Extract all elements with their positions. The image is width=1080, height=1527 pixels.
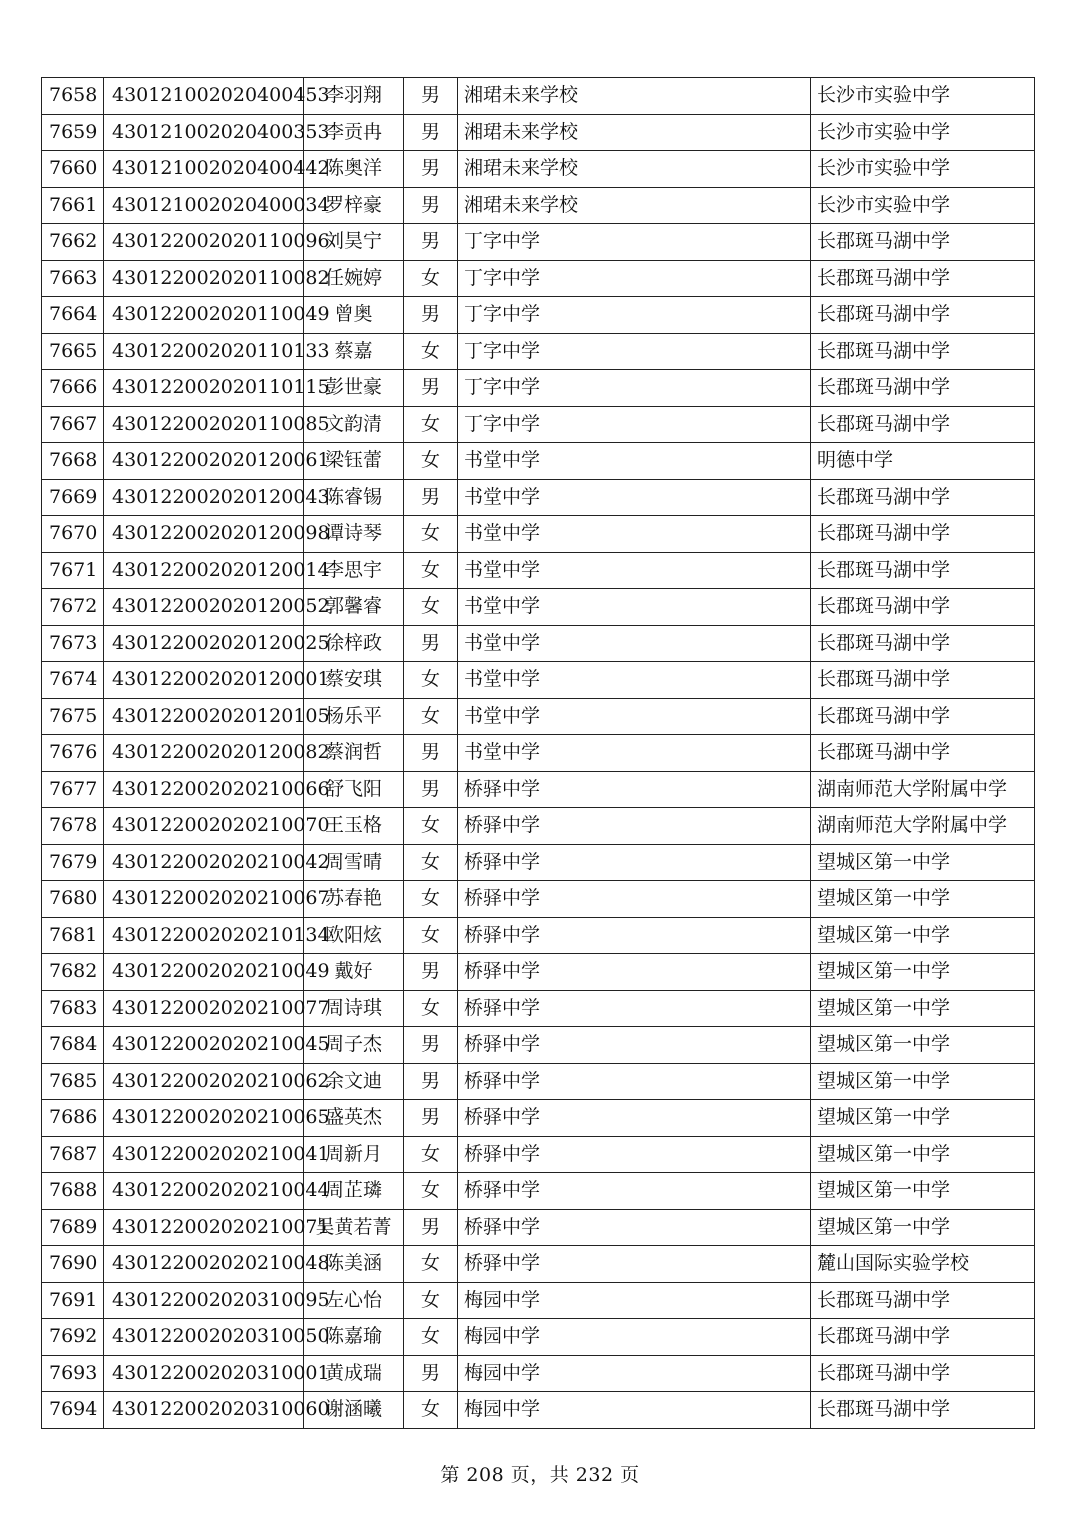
student-name-cell: 李思宇 — [304, 552, 404, 589]
exam-id-cell: 430122002020210070 — [104, 808, 304, 845]
row-number-cell: 7661 — [42, 187, 104, 224]
gender-cell: 女 — [404, 1246, 458, 1283]
student-name-cell: 左心怡 — [304, 1282, 404, 1319]
student-name-cell: 苏春艳 — [304, 881, 404, 918]
exam-id-cell: 430122002020120061 — [104, 443, 304, 480]
gender-cell: 女 — [404, 1136, 458, 1173]
student-name-cell: 梁钰蕾 — [304, 443, 404, 480]
admitted-school-cell: 长郡斑马湖中学 — [811, 370, 1035, 407]
table-row — [42, 114, 1035, 151]
admitted-school-cell: 长郡斑马湖中学 — [811, 698, 1035, 735]
row-number-cell: 7658 — [42, 78, 104, 115]
gender-cell: 女 — [404, 1173, 458, 1210]
row-number-cell: 7662 — [42, 224, 104, 261]
origin-school-cell: 丁字中学 — [458, 333, 811, 370]
origin-school-cell: 湘珺未来学校 — [458, 187, 811, 224]
exam-id-cell: 430122002020110133 — [104, 333, 304, 370]
table-row — [42, 297, 1035, 334]
origin-school-cell: 书堂中学 — [458, 516, 811, 553]
exam-id-cell: 430122002020120001 — [104, 662, 304, 699]
table-row — [42, 808, 1035, 845]
exam-id-cell: 430122002020120105 — [104, 698, 304, 735]
origin-school-cell: 梅园中学 — [458, 1355, 811, 1392]
row-number-cell: 7669 — [42, 479, 104, 516]
gender-cell: 男 — [404, 297, 458, 334]
row-number-cell: 7663 — [42, 260, 104, 297]
table-row — [42, 1319, 1035, 1356]
table-row — [42, 1392, 1035, 1429]
row-number-cell: 7667 — [42, 406, 104, 443]
exam-id-cell: 430121002020400442 — [104, 151, 304, 188]
origin-school-cell: 丁字中学 — [458, 297, 811, 334]
gender-cell: 男 — [404, 1209, 458, 1246]
origin-school-cell: 桥驿中学 — [458, 844, 811, 881]
row-number-cell: 7684 — [42, 1027, 104, 1064]
exam-id-cell: 430122002020210049 — [104, 954, 304, 991]
gender-cell: 男 — [404, 187, 458, 224]
exam-id-cell: 430121002020400034 — [104, 187, 304, 224]
student-name-cell: 周芷璘 — [304, 1173, 404, 1210]
roster-body — [42, 78, 1035, 1429]
row-number-cell: 7675 — [42, 698, 104, 735]
origin-school-cell: 湘珺未来学校 — [458, 151, 811, 188]
row-number-cell: 7682 — [42, 954, 104, 991]
admitted-school-cell: 长郡斑马湖中学 — [811, 1282, 1035, 1319]
table-row — [42, 1136, 1035, 1173]
origin-school-cell: 湘珺未来学校 — [458, 78, 811, 115]
table-row — [42, 1027, 1035, 1064]
admitted-school-cell: 长郡斑马湖中学 — [811, 552, 1035, 589]
origin-school-cell: 桥驿中学 — [458, 1173, 811, 1210]
origin-school-cell: 书堂中学 — [458, 552, 811, 589]
table-row — [42, 1282, 1035, 1319]
admitted-school-cell: 长郡斑马湖中学 — [811, 735, 1035, 772]
origin-school-cell: 梅园中学 — [458, 1282, 811, 1319]
student-name-cell: 余文迪 — [304, 1063, 404, 1100]
student-name-cell: 欧阳炫 — [304, 917, 404, 954]
exam-id-cell: 430122002020210044 — [104, 1173, 304, 1210]
gender-cell: 女 — [404, 333, 458, 370]
admitted-school-cell: 望城区第一中学 — [811, 990, 1035, 1027]
gender-cell: 男 — [404, 151, 458, 188]
student-name-cell: 杨乐平 — [304, 698, 404, 735]
row-number-cell: 7686 — [42, 1100, 104, 1137]
row-number-cell: 7665 — [42, 333, 104, 370]
table-row — [42, 1246, 1035, 1283]
exam-id-cell: 430122002020210042 — [104, 844, 304, 881]
admitted-school-cell: 望城区第一中学 — [811, 917, 1035, 954]
admitted-school-cell: 长沙市实验中学 — [811, 78, 1035, 115]
origin-school-cell: 丁字中学 — [458, 406, 811, 443]
table-row — [42, 443, 1035, 480]
table-row — [42, 954, 1035, 991]
gender-cell: 女 — [404, 406, 458, 443]
table-row — [42, 260, 1035, 297]
gender-cell: 男 — [404, 1027, 458, 1064]
student-name-cell: 李贡冉 — [304, 114, 404, 151]
origin-school-cell: 桥驿中学 — [458, 1209, 811, 1246]
student-name-cell: 李羽翔 — [304, 78, 404, 115]
origin-school-cell: 桥驿中学 — [458, 917, 811, 954]
table-row — [42, 698, 1035, 735]
row-number-cell: 7664 — [42, 297, 104, 334]
origin-school-cell: 丁字中学 — [458, 370, 811, 407]
admitted-school-cell: 湖南师范大学附属中学 — [811, 808, 1035, 845]
table-row — [42, 406, 1035, 443]
table-row — [42, 78, 1035, 115]
table-row — [42, 333, 1035, 370]
admitted-school-cell: 明德中学 — [811, 443, 1035, 480]
student-name-cell: 文韵清 — [304, 406, 404, 443]
student-name-cell: 蔡安琪 — [304, 662, 404, 699]
origin-school-cell: 书堂中学 — [458, 589, 811, 626]
exam-id-cell: 430122002020210065 — [104, 1100, 304, 1137]
exam-id-cell: 430122002020110049 — [104, 297, 304, 334]
table-row — [42, 479, 1035, 516]
origin-school-cell: 书堂中学 — [458, 735, 811, 772]
admitted-school-cell: 望城区第一中学 — [811, 1209, 1035, 1246]
exam-id-cell: 430122002020310095 — [104, 1282, 304, 1319]
admitted-school-cell: 望城区第一中学 — [811, 1136, 1035, 1173]
student-name-cell: 黄成瑞 — [304, 1355, 404, 1392]
row-number-cell: 7689 — [42, 1209, 104, 1246]
admitted-school-cell: 望城区第一中学 — [811, 1100, 1035, 1137]
row-number-cell: 7678 — [42, 808, 104, 845]
exam-id-cell: 430122002020310050 — [104, 1319, 304, 1356]
admitted-school-cell: 长郡斑马湖中学 — [811, 333, 1035, 370]
table-row — [42, 917, 1035, 954]
gender-cell: 男 — [404, 370, 458, 407]
admitted-school-cell: 湖南师范大学附属中学 — [811, 771, 1035, 808]
exam-id-cell: 430122002020210071 — [104, 1209, 304, 1246]
student-name-cell: 陈嘉瑜 — [304, 1319, 404, 1356]
origin-school-cell: 桥驿中学 — [458, 954, 811, 991]
gender-cell: 女 — [404, 990, 458, 1027]
gender-cell: 男 — [404, 625, 458, 662]
student-name-cell: 陈美涵 — [304, 1246, 404, 1283]
origin-school-cell: 桥驿中学 — [458, 1246, 811, 1283]
student-name-cell: 徐梓政 — [304, 625, 404, 662]
table-row — [42, 735, 1035, 772]
gender-cell: 女 — [404, 881, 458, 918]
admitted-school-cell: 长沙市实验中学 — [811, 187, 1035, 224]
gender-cell: 女 — [404, 917, 458, 954]
origin-school-cell: 梅园中学 — [458, 1319, 811, 1356]
admitted-school-cell: 望城区第一中学 — [811, 1173, 1035, 1210]
exam-id-cell: 430122002020210062 — [104, 1063, 304, 1100]
exam-id-cell: 430121002020400353 — [104, 114, 304, 151]
student-name-cell: 戴好 — [304, 954, 404, 991]
gender-cell: 男 — [404, 954, 458, 991]
admitted-school-cell: 长沙市实验中学 — [811, 151, 1035, 188]
table-row — [42, 662, 1035, 699]
exam-id-cell: 430122002020310001 — [104, 1355, 304, 1392]
exam-id-cell: 430122002020210077 — [104, 990, 304, 1027]
admitted-school-cell: 长郡斑马湖中学 — [811, 589, 1035, 626]
student-name-cell: 周新月 — [304, 1136, 404, 1173]
exam-id-cell: 430122002020110085 — [104, 406, 304, 443]
admitted-school-cell: 望城区第一中学 — [811, 844, 1035, 881]
admitted-school-cell: 望城区第一中学 — [811, 954, 1035, 991]
table-row — [42, 1355, 1035, 1392]
row-number-cell: 7694 — [42, 1392, 104, 1429]
row-number-cell: 7680 — [42, 881, 104, 918]
gender-cell: 男 — [404, 1100, 458, 1137]
student-name-cell: 周诗琪 — [304, 990, 404, 1027]
exam-id-cell: 430122002020120052 — [104, 589, 304, 626]
gender-cell: 男 — [404, 1063, 458, 1100]
gender-cell: 女 — [404, 1282, 458, 1319]
student-name-cell: 舒飞阳 — [304, 771, 404, 808]
origin-school-cell: 湘珺未来学校 — [458, 114, 811, 151]
admitted-school-cell: 长郡斑马湖中学 — [811, 1392, 1035, 1429]
origin-school-cell: 书堂中学 — [458, 698, 811, 735]
admitted-school-cell: 望城区第一中学 — [811, 1063, 1035, 1100]
origin-school-cell: 桥驿中学 — [458, 990, 811, 1027]
admitted-school-cell: 长郡斑马湖中学 — [811, 625, 1035, 662]
admitted-school-cell: 长郡斑马湖中学 — [811, 662, 1035, 699]
gender-cell: 女 — [404, 443, 458, 480]
admitted-school-cell: 望城区第一中学 — [811, 881, 1035, 918]
table-row — [42, 1173, 1035, 1210]
table-row — [42, 370, 1035, 407]
row-number-cell: 7674 — [42, 662, 104, 699]
row-number-cell: 7687 — [42, 1136, 104, 1173]
gender-cell: 女 — [404, 552, 458, 589]
exam-id-cell: 430122002020110115 — [104, 370, 304, 407]
row-number-cell: 7672 — [42, 589, 104, 626]
gender-cell: 女 — [404, 260, 458, 297]
table-row — [42, 516, 1035, 553]
student-name-cell: 吴黄若菁 — [304, 1209, 404, 1246]
row-number-cell: 7681 — [42, 917, 104, 954]
student-name-cell: 蔡嘉 — [304, 333, 404, 370]
table-row — [42, 771, 1035, 808]
student-name-cell: 陈奥洋 — [304, 151, 404, 188]
gender-cell: 男 — [404, 479, 458, 516]
table-row — [42, 844, 1035, 881]
table-row — [42, 1209, 1035, 1246]
student-name-cell: 任婉婷 — [304, 260, 404, 297]
origin-school-cell: 桥驿中学 — [458, 1136, 811, 1173]
row-number-cell: 7676 — [42, 735, 104, 772]
gender-cell: 女 — [404, 808, 458, 845]
student-name-cell: 周雪晴 — [304, 844, 404, 881]
gender-cell: 男 — [404, 735, 458, 772]
row-number-cell: 7683 — [42, 990, 104, 1027]
table-row — [42, 151, 1035, 188]
origin-school-cell: 书堂中学 — [458, 625, 811, 662]
exam-id-cell: 430122002020120025 — [104, 625, 304, 662]
admitted-school-cell: 长郡斑马湖中学 — [811, 516, 1035, 553]
table-row — [42, 1063, 1035, 1100]
admitted-school-cell: 长郡斑马湖中学 — [811, 479, 1035, 516]
table-row — [42, 187, 1035, 224]
student-name-cell: 曾奥 — [304, 297, 404, 334]
page-footer: 第 208 页，共 232 页 — [440, 1464, 640, 1486]
table-row — [42, 224, 1035, 261]
row-number-cell: 7688 — [42, 1173, 104, 1210]
row-number-cell: 7666 — [42, 370, 104, 407]
row-number-cell: 7671 — [42, 552, 104, 589]
exam-id-cell: 430122002020210066 — [104, 771, 304, 808]
exam-id-cell: 430122002020110096 — [104, 224, 304, 261]
row-number-cell: 7693 — [42, 1355, 104, 1392]
gender-cell: 女 — [404, 662, 458, 699]
admitted-school-cell: 长郡斑马湖中学 — [811, 406, 1035, 443]
exam-id-cell: 430122002020120082 — [104, 735, 304, 772]
student-name-cell: 郭馨睿 — [304, 589, 404, 626]
student-name-cell: 陈睿锡 — [304, 479, 404, 516]
row-number-cell: 7670 — [42, 516, 104, 553]
table-row — [42, 552, 1035, 589]
table-row — [42, 881, 1035, 918]
roster-table — [41, 77, 1035, 1429]
row-number-cell: 7690 — [42, 1246, 104, 1283]
gender-cell: 男 — [404, 78, 458, 115]
gender-cell: 男 — [404, 1355, 458, 1392]
student-name-cell: 刘昊宁 — [304, 224, 404, 261]
student-name-cell: 罗梓豪 — [304, 187, 404, 224]
origin-school-cell: 桥驿中学 — [458, 881, 811, 918]
origin-school-cell: 桥驿中学 — [458, 1063, 811, 1100]
origin-school-cell: 丁字中学 — [458, 260, 811, 297]
gender-cell: 女 — [404, 1319, 458, 1356]
table-row — [42, 625, 1035, 662]
gender-cell: 女 — [404, 589, 458, 626]
student-name-cell: 谢涵曦 — [304, 1392, 404, 1429]
exam-id-cell: 430122002020210067 — [104, 881, 304, 918]
origin-school-cell: 书堂中学 — [458, 662, 811, 699]
origin-school-cell: 梅园中学 — [458, 1392, 811, 1429]
row-number-cell: 7659 — [42, 114, 104, 151]
exam-id-cell: 430122002020210041 — [104, 1136, 304, 1173]
student-name-cell: 王玉格 — [304, 808, 404, 845]
student-name-cell: 蔡润哲 — [304, 735, 404, 772]
row-number-cell: 7660 — [42, 151, 104, 188]
exam-id-cell: 430122002020210048 — [104, 1246, 304, 1283]
student-name-cell: 谭诗琴 — [304, 516, 404, 553]
exam-id-cell: 430122002020210045 — [104, 1027, 304, 1064]
origin-school-cell: 桥驿中学 — [458, 1027, 811, 1064]
origin-school-cell: 书堂中学 — [458, 479, 811, 516]
table-row — [42, 1100, 1035, 1137]
origin-school-cell: 书堂中学 — [458, 443, 811, 480]
admitted-school-cell: 长郡斑马湖中学 — [811, 1319, 1035, 1356]
admitted-school-cell: 长沙市实验中学 — [811, 114, 1035, 151]
row-number-cell: 7677 — [42, 771, 104, 808]
exam-id-cell: 430122002020120043 — [104, 479, 304, 516]
row-number-cell: 7668 — [42, 443, 104, 480]
origin-school-cell: 桥驿中学 — [458, 771, 811, 808]
exam-id-cell: 430122002020120014 — [104, 552, 304, 589]
gender-cell: 女 — [404, 1392, 458, 1429]
exam-id-cell: 430122002020210134 — [104, 917, 304, 954]
exam-id-cell: 430122002020310060 — [104, 1392, 304, 1429]
student-name-cell: 盛英杰 — [304, 1100, 404, 1137]
admitted-school-cell: 长郡斑马湖中学 — [811, 260, 1035, 297]
gender-cell: 女 — [404, 516, 458, 553]
exam-id-cell: 430122002020110082 — [104, 260, 304, 297]
gender-cell: 男 — [404, 771, 458, 808]
row-number-cell: 7685 — [42, 1063, 104, 1100]
admitted-school-cell: 麓山国际实验学校 — [811, 1246, 1035, 1283]
admitted-school-cell: 望城区第一中学 — [811, 1027, 1035, 1064]
row-number-cell: 7691 — [42, 1282, 104, 1319]
exam-id-cell: 430121002020400453 — [104, 78, 304, 115]
admitted-school-cell: 长郡斑马湖中学 — [811, 224, 1035, 261]
origin-school-cell: 桥驿中学 — [458, 1100, 811, 1137]
gender-cell: 男 — [404, 114, 458, 151]
row-number-cell: 7679 — [42, 844, 104, 881]
origin-school-cell: 丁字中学 — [458, 224, 811, 261]
student-name-cell: 彭世豪 — [304, 370, 404, 407]
gender-cell: 女 — [404, 844, 458, 881]
admitted-school-cell: 长郡斑马湖中学 — [811, 1355, 1035, 1392]
row-number-cell: 7673 — [42, 625, 104, 662]
student-name-cell: 周子杰 — [304, 1027, 404, 1064]
row-number-cell: 7692 — [42, 1319, 104, 1356]
admitted-school-cell: 长郡斑马湖中学 — [811, 297, 1035, 334]
exam-id-cell: 430122002020120098 — [104, 516, 304, 553]
origin-school-cell: 桥驿中学 — [458, 808, 811, 845]
gender-cell: 女 — [404, 698, 458, 735]
gender-cell: 男 — [404, 224, 458, 261]
table-row — [42, 990, 1035, 1027]
table-row — [42, 589, 1035, 626]
